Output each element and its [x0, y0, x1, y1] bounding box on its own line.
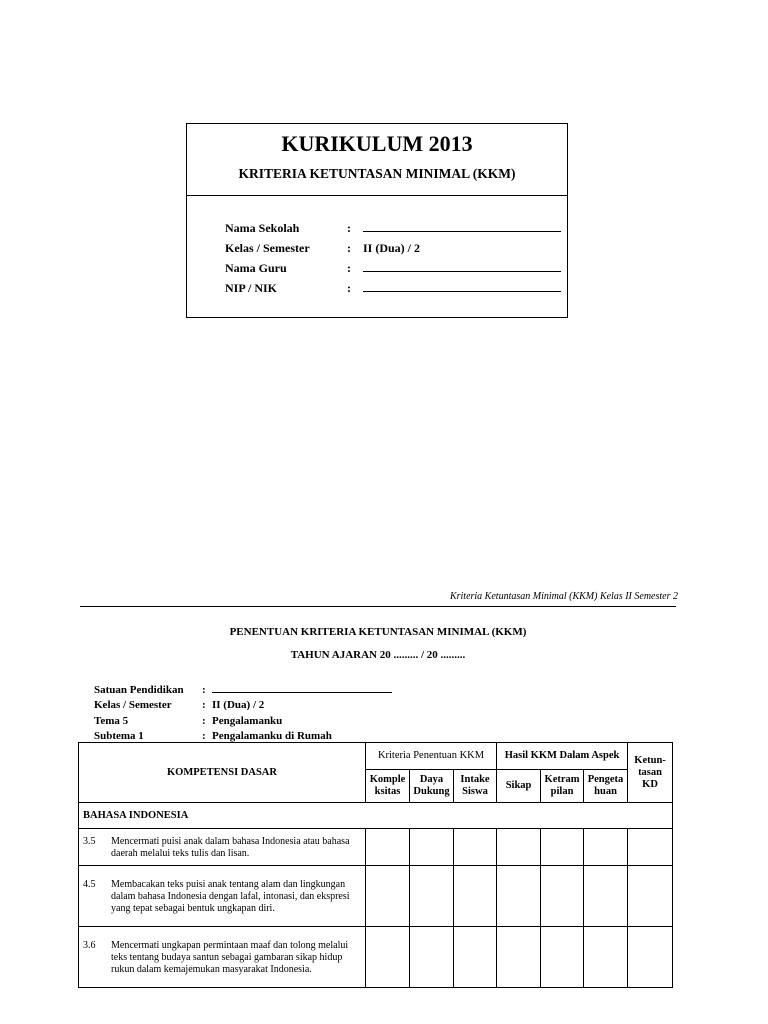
- col-header-pengetahuan: Pengeta huan: [584, 770, 628, 803]
- kd-number: 4.5: [83, 878, 96, 890]
- field-label: Nama Guru: [225, 260, 287, 275]
- field-separator: :: [347, 280, 351, 295]
- score-cell[interactable]: [584, 829, 628, 866]
- table-row: [79, 866, 673, 927]
- kd-text: Membacakan teks puisi anak tentang alam dan lingkungan dalam bahasa Indonesia dengan lafal, intonasi, dan ekspresi yang tepat sebagai bentuk ungkapan diri.: [111, 878, 350, 914]
- score-cell[interactable]: [454, 866, 497, 927]
- score-cell[interactable]: [366, 866, 410, 927]
- cover-header: [187, 124, 567, 196]
- score-cell[interactable]: [497, 829, 541, 866]
- col-header-sikap: Sikap: [497, 770, 541, 803]
- meta-label: Subtema 1: [94, 730, 144, 743]
- cover-field-kelas-semester: [225, 238, 567, 258]
- meta-value: II (Dua) / 2: [212, 699, 265, 712]
- score-cell[interactable]: [454, 829, 497, 866]
- score-cell[interactable]: [628, 927, 673, 988]
- score-cell[interactable]: [366, 927, 410, 988]
- score-cell[interactable]: [584, 927, 628, 988]
- field-separator: :: [347, 220, 351, 235]
- col-header-intake-siswa: Intake Siswa: [454, 770, 497, 803]
- cover-field-nama-guru: [225, 258, 567, 278]
- kd-number: 3.6: [83, 939, 96, 951]
- kelas-semester-value: II (Dua) / 2: [363, 240, 421, 255]
- doc-meta: [94, 682, 392, 744]
- meta-label: Tema 5: [94, 714, 129, 727]
- meta-separator: :: [202, 699, 206, 712]
- nip-nik-blank[interactable]: [363, 281, 561, 296]
- nama-guru-blank[interactable]: [363, 261, 561, 276]
- col-header-kompetensi: KOMPETENSI DASAR: [79, 743, 366, 803]
- kkm-table: [78, 742, 673, 988]
- score-cell[interactable]: [454, 927, 497, 988]
- score-cell[interactable]: [541, 927, 584, 988]
- col-header-keterampilan: Ketram pilan: [541, 770, 584, 803]
- cover-title: KURIKULUM 2013: [281, 131, 473, 156]
- meta-separator: :: [202, 730, 206, 743]
- section-row: [79, 803, 673, 829]
- col-header-daya-dukung: Daya Dukung: [410, 770, 454, 803]
- field-separator: :: [347, 240, 351, 255]
- field-label: Kelas / Semester: [225, 240, 310, 255]
- col-header-ketuntasan: Ketun-tasan KD: [628, 743, 673, 803]
- table-row: [79, 927, 673, 988]
- score-cell[interactable]: [497, 866, 541, 927]
- col-header-kompleksitas: Komple ksitas: [366, 770, 410, 803]
- header-rule: [80, 606, 676, 607]
- meta-kelas-semester: [94, 698, 392, 714]
- section-title: BAHASA INDONESIA: [79, 803, 673, 829]
- meta-value: Pengalamanku di Rumah: [212, 730, 332, 743]
- score-cell[interactable]: [497, 927, 541, 988]
- meta-separator: :: [202, 683, 206, 696]
- kd-cell: [79, 829, 366, 866]
- score-cell[interactable]: [410, 829, 454, 866]
- score-cell[interactable]: [628, 866, 673, 927]
- kd-cell: [79, 866, 366, 927]
- doc-year: TAHUN AJARAN 20 ......... / 20 .........: [290, 649, 466, 661]
- meta-satuan-pendidikan: [94, 682, 392, 698]
- col-header-hasil: Hasil KKM Dalam Aspek: [497, 743, 628, 770]
- score-cell[interactable]: [541, 866, 584, 927]
- satuan-pendidikan-blank[interactable]: [212, 684, 392, 696]
- field-label: NIP / NIK: [225, 280, 278, 295]
- running-header: Kriteria Ketuntasan Minimal (KKM) Kelas II Semester 2: [449, 591, 678, 602]
- kd-cell: [79, 927, 366, 988]
- meta-label: Satuan Pendidikan: [94, 683, 184, 696]
- score-cell[interactable]: [366, 829, 410, 866]
- nama-sekolah-blank[interactable]: [363, 221, 561, 236]
- kd-number: 3.5: [83, 835, 96, 847]
- meta-separator: :: [202, 714, 206, 727]
- doc-title: PENENTUAN KRITERIA KETUNTASAN MINIMAL (KKM): [229, 626, 527, 638]
- score-cell[interactable]: [410, 866, 454, 927]
- cover-box: [186, 123, 568, 318]
- cover-field-nama-sekolah: [225, 218, 567, 238]
- table-row: [79, 829, 673, 866]
- cover-field-nip-nik: [225, 278, 567, 298]
- score-cell[interactable]: [410, 927, 454, 988]
- meta-label: Kelas / Semester: [94, 699, 172, 712]
- kd-text: Mencermati ungkapan permintaan maaf dan tolong melalui teks tentang budaya santun sebagai gambaran sikap hidup rukun dalam kemajemukan masyarakat Indonesia.: [111, 939, 349, 975]
- col-header-kriteria: Kriteria Penentuan KKM: [366, 743, 497, 770]
- cover-subtitle: KRITERIA KETUNTASAN MINIMAL (KKM): [238, 166, 516, 181]
- cover-fields: [187, 196, 567, 298]
- meta-value: Pengalamanku: [212, 714, 283, 727]
- score-cell[interactable]: [584, 866, 628, 927]
- field-label: Nama Sekolah: [225, 220, 300, 235]
- score-cell[interactable]: [628, 829, 673, 866]
- kd-text: Mencermati puisi anak dalam bahasa Indonesia atau bahasa daerah melalui teks tulis dan lisan.: [111, 835, 350, 859]
- meta-tema: [94, 713, 392, 729]
- score-cell[interactable]: [541, 829, 584, 866]
- field-separator: :: [347, 260, 351, 275]
